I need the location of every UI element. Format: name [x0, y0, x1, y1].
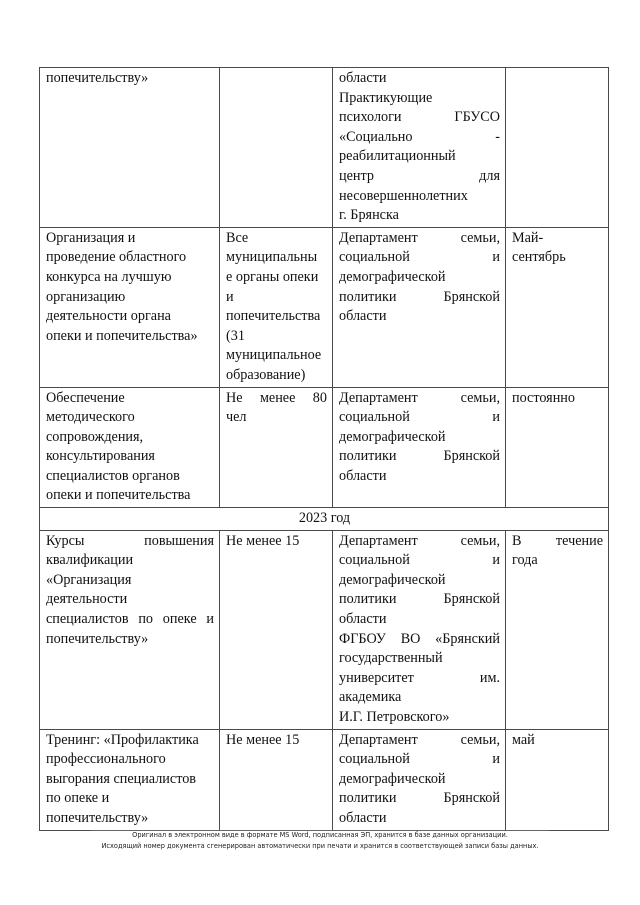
cell-text-line: (31 [226, 327, 245, 344]
cell-text-line: методического [46, 409, 135, 426]
cell-text-line: государственный [339, 650, 443, 667]
cell-text-line: области [339, 467, 387, 484]
cell-text-line: демографической [339, 268, 446, 285]
deadline-cell [506, 387, 609, 508]
cell-text-line: выгорания специалистов [46, 770, 197, 787]
cell-text-line: Все [226, 229, 249, 246]
cell-text-line: образование) [226, 366, 306, 383]
cell-text-line: Не менее 15 [226, 532, 300, 549]
responsible-cell [333, 729, 506, 830]
cell-text-line: области [339, 809, 387, 826]
cell-text-line: В течение [512, 532, 603, 549]
cell-text-line: Департамент семьи, [339, 731, 500, 748]
cell-text-line: политики Брянской [339, 448, 500, 465]
cell-text-line: г. Брянска [339, 207, 399, 224]
cell-text-line: постоянно [512, 389, 575, 406]
cell-text-line: демографической [339, 428, 446, 445]
cell-text-line: Практикующие [339, 89, 433, 106]
cell-text-line: организацию [46, 288, 126, 305]
participants-cell [220, 68, 333, 228]
cell-text-line: психологи ГБУСО [339, 109, 500, 126]
cell-text-line: года [512, 552, 538, 569]
cell-text-line: Организация и [46, 229, 136, 246]
cell-text-line: попечительству» [46, 70, 149, 86]
deadline-cell [506, 729, 609, 830]
cell-text-line: Не менее 80 [226, 389, 327, 406]
activity-cell [40, 387, 220, 508]
activity-cell [40, 227, 220, 387]
deadline-cell [506, 530, 609, 729]
cell-text-line: политики Брянской [339, 790, 500, 807]
cell-text-line: политики Брянской [339, 288, 500, 305]
activity-cell [40, 68, 220, 228]
cell-text-line: Курсы повышения [46, 532, 214, 549]
cell-text-line: центр для [339, 167, 500, 184]
cell-text-line: опеки и попечительства» [46, 327, 198, 344]
cell-text-line: «Социально - [339, 128, 500, 145]
cell-text-line: И.Г. Петровского» [339, 709, 450, 725]
participants-cell [220, 227, 333, 387]
cell-text-line: академика [339, 689, 402, 706]
cell-text-line: попечительства [226, 308, 321, 325]
participants-cell [220, 530, 333, 729]
cell-text-line: муниципальны [226, 249, 318, 266]
table-body-2023 [40, 530, 609, 830]
table-body-2022 [40, 68, 609, 508]
activity-cell [40, 530, 220, 729]
activity-cell [40, 729, 220, 830]
cell-text-line: чел [226, 409, 247, 426]
cell-text-line: профессионального [46, 751, 166, 768]
cell-text-line: Май- [512, 229, 544, 246]
cell-text-line: Департамент семьи, [339, 229, 500, 246]
responsible-cell [333, 227, 506, 387]
responsible-cell [333, 387, 506, 508]
cell-text-line: квалификации [46, 552, 134, 569]
table-row [40, 68, 609, 228]
cell-text-line: попечительству» [46, 809, 149, 826]
cell-text-line: социальной и [339, 409, 500, 426]
cell-text-line: Обеспечение [46, 389, 125, 406]
year-section [40, 508, 609, 531]
cell-text-line: социальной и [339, 751, 500, 768]
cell-text-line: попечительству» [46, 630, 149, 647]
plan-table [39, 67, 609, 831]
table-row [40, 729, 609, 830]
deadline-cell [506, 227, 609, 387]
cell-text-line: «Организация [46, 571, 132, 588]
cell-text-line: политики Брянской [339, 591, 500, 608]
cell-text-line: деятельности органа [46, 308, 171, 325]
table-row [40, 387, 609, 508]
cell-text-line: е органы опеки [226, 268, 319, 285]
table-row [40, 227, 609, 387]
cell-text-line: Тренинг: «Профилактика [46, 731, 199, 748]
cell-text-line: специалистов органов [46, 467, 180, 484]
cell-text-line: социальной и [339, 249, 500, 266]
document-footer [0, 830, 640, 852]
participants-cell [220, 729, 333, 830]
cell-text-line: проведение областного [46, 249, 187, 266]
cell-text-line: области [339, 70, 387, 86]
cell-text-line: области [339, 611, 387, 628]
cell-text-line: деятельности [46, 591, 128, 608]
cell-text-line: реабилитационный [339, 148, 456, 165]
footer-line-2: Исходящий номер документа сгенерирован автоматически при печати и хранится в соответствующей записи базы данных. [101, 842, 539, 850]
cell-text-line: Департамент семьи, [339, 389, 500, 406]
cell-text-line: сентябрь [512, 249, 566, 266]
cell-text-line: консультирования [46, 448, 155, 465]
cell-text-line: Не менее 15 [226, 731, 300, 748]
footer-line-1: Оригинал в электронном виде в формате MS Word, подписанная ЭП, хранится в базе данных организации. [132, 831, 508, 839]
cell-text-line: университет им. [339, 669, 500, 686]
cell-text-line: и [226, 288, 234, 305]
responsible-cell [333, 530, 506, 729]
year-row [40, 508, 609, 531]
participants-cell [220, 387, 333, 508]
cell-text-line: опеки и попечительства [46, 487, 191, 504]
deadline-cell [506, 68, 609, 228]
cell-text-line: муниципальное [226, 347, 322, 364]
cell-text-line: по опеке и [46, 790, 110, 807]
cell-text-line: ФГБОУ ВО «Брянский [339, 630, 500, 647]
cell-text-line: конкурса на лучшую [46, 268, 172, 285]
cell-text-line: социальной и [339, 552, 500, 569]
year-heading: 2023 год [40, 508, 609, 531]
cell-text-line: демографической [339, 571, 446, 588]
cell-text-line: Департамент семьи, [339, 532, 500, 549]
responsible-cell [333, 68, 506, 228]
cell-text-line: сопровождения, [46, 428, 144, 445]
cell-text-line: демографической [339, 770, 446, 787]
cell-text-line: несовершеннолетних [339, 187, 468, 204]
cell-text-line: май [512, 731, 535, 748]
cell-text-line: специалистов по опеке и [46, 611, 214, 628]
cell-text-line: области [339, 308, 387, 325]
table-row [40, 530, 609, 729]
